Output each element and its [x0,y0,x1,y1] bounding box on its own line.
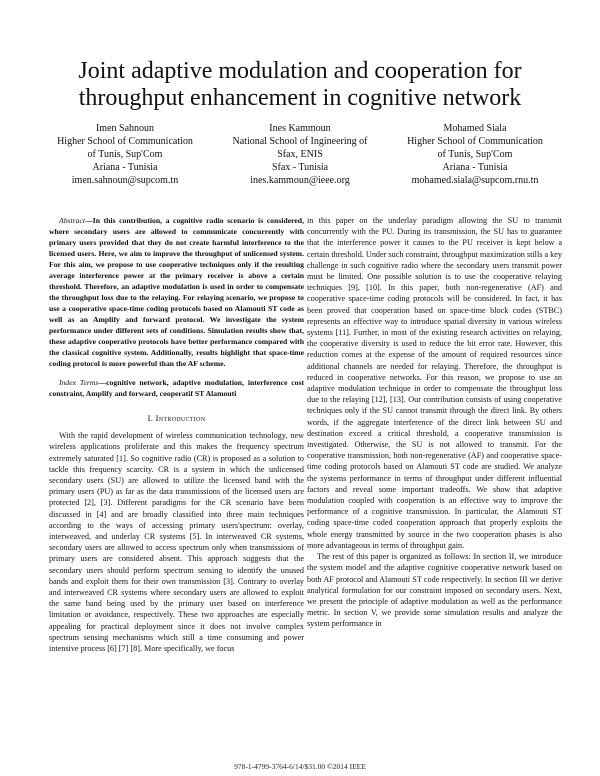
author-name: Mohamed Siala [443,123,507,134]
index-terms-text: —cognitive network, adaptive modulation, interference cost constraint, Amplify and forward, cooperatif ST Alamouti [49,378,305,398]
paper-title [40,58,560,112]
section-heading [49,413,304,424]
author-location: Ariana - Tunisia [442,162,508,173]
section-title: Introduction [155,413,206,423]
title-line-1: Joint adaptive modulation and cooperation for [78,58,522,84]
organization-paragraph: The rest of this paper is organized as follows: In section II, we introduce the system model and the adaptive cognitive cooperative network based on both AF protocol and Alamouti ST code respectively. In section III we derive analytical formulation for our constraint imposed on secondary users. Next, we present the principle of adaptive modulation as well as the performance metric. In section V, we provide some simulation results and analyze the system performance in [307,552,562,629]
author-name: Ines Kammoun [269,123,331,134]
author-email: ines.kammoun@ieee.org [250,175,350,186]
author-2 [215,122,385,187]
abstract-label: Abstract [59,216,86,225]
author-affiliation: of Tunis, Sup'Com [87,149,163,160]
section-number: I. [147,413,154,423]
abstract-text: —In this contribution, a cognitive radio scenario is considered, where secondary users are allowed to communicate concurrently with primary users provided that they do not create harmful interference to the licensed users. Here, we aim to improve the throughput of unlicensed system. For this aim, we propose to use cooperative techniques only if the resulting average interference power at the primary receiver is above a certain threshold. Therefore, an adaptive modulation is used in order to compensate the throughput loss due to the relaying. For relaying scenario, we propose to use a cooperative space-time coding protocols based on Alamouti ST code as well as an Amplify and forward protocol. We investigate the system performance under different sets of conditions. Simulation results show that, these adaptive cooperative protocols have better performance compared with the classical cognitive system. Additionally, results highlight that space-time coding protocol is more powerful than the AF scheme. [49,216,304,368]
author-email: imen.sahnoun@supcom.tn [71,175,179,186]
author-3 [390,122,560,187]
author-affiliation: Higher School of Communication [57,136,193,147]
title-line-2: throughput enhancement in cognitive network [78,85,522,111]
left-column [49,215,304,654]
author-affiliation: National School of Ingineering of [232,136,368,147]
author-block [40,122,560,188]
author-1 [40,122,210,187]
intro-paragraph-continued: in this paper on the underlay paradigm allowing the SU to transmit concurrently with the PU. During its transmission, the SU has to guarantee that the interference power it causes to the PU receiver is kept below a certain threshold. Under such constraint, throughput maximization stills a key challenge in such cognitive radio where the secondary users transmit power must be limited. One possible solution is to use the cooperative relaying techniques [9], [10]. In this paper, both non-regenerative (AF) and cooperative space-time coding protocols will be considered. In fact, it has been proved that cooperation based on space-time block codes (STBC) represents an effective way to introduce spatial diversity in various wireless systems [11]. Further, in most of the existing research activities on relaying, the cooperative diversity is used to reduce the bit error rate. However, this reduction comes at the expense of the amount of required resources since additional channels are needed for relaying. Therefore, the throughput is reduced in cooperative networks. For this reason, we propose to use an adaptive modulation technique in order to compensate the throughput loss due to the relaying [12], [13]. Our contribution consists of using cooperative techniques only if the SU cannot transmit through the direct link. By others words, if the aggregate interference of the direct link between SU and destination exceed a critical threshold, a cooperative transmission is investigated. Otherwise, the SU is not allowed to transmit. For the cooperative transmission, both non-regenerative (AF) and cooperative space-time coding protocols based on Alamouti ST code are studied. We analyze the systems performance in terms of throughput under different influential factors and reveal some important tradeoffs. We show that adaptive modulation coupled with cooperation is an effective way to improve the performance of a cognitive transmission. In particular, the Alamouti ST coding space-time coded cooperation approach that properly exploits the whole energy transmitted by source in the two cooperation phases is also more advantageous in terms of throughput gain. [307,216,562,550]
intro-paragraph: With the rapid development of wireless communication technology, new wireless applications proliferate and this makes the frequency spectrum extremely saturated [1]. So cognitive radio (CR) is proposed as a solution to tackle this frequency scarcity. CR is a system in which the unlicensed secondary users (SU) are allowed to utilize the licensed band with the primary users (PU) as far as the data transmissions of the licensed users are protected [2], [3]. Different paradigms for the CR scenario have been discussed in [4] and are broadly classified into three main techniques according to the ways of accessing primary users'spectrum: overlay, interweaved, and underlay CR systems [5]. In interweaved CR systems, secondary users are allowed to access spectrum only when transmissions of primary users are considered absent. This approach suggests that the secondary users should perform spectrum sensing to identify the unused bands and exploit them for their own transmission [3]. Contrary to overlay and interweaved CR systems where secondary users are allowed to exploit the same band being used by the primary user based on interference limitation or avoidance, respectively. These two approaches are especially appealing for practical deployment since it does not involve complex spectrum sensing mechanisms which still a time consuming and power intensive process [6] [7] [8]. More specifically, we focus [49,431,304,654]
author-name: Imen Sahnoun [95,123,155,134]
abstract [49,215,304,369]
author-email: mohamed.siala@supcom.rnu.tn [411,175,539,186]
author-location: Sfax - Tunisia [271,162,329,173]
author-location: Ariana - Tunisia [92,162,158,173]
copyright-footer: 978-1-4799-3764-6/14/$31.00 ©2014 IEEE [234,762,366,771]
index-terms-label: Index Terms [59,378,99,387]
index-terms [49,377,304,399]
author-affiliation: Higher School of Communication [407,136,543,147]
right-column [307,215,562,630]
author-affiliation: of Tunis, Sup'Com [437,149,513,160]
author-affiliation: Sfax, ENIS [277,149,323,160]
